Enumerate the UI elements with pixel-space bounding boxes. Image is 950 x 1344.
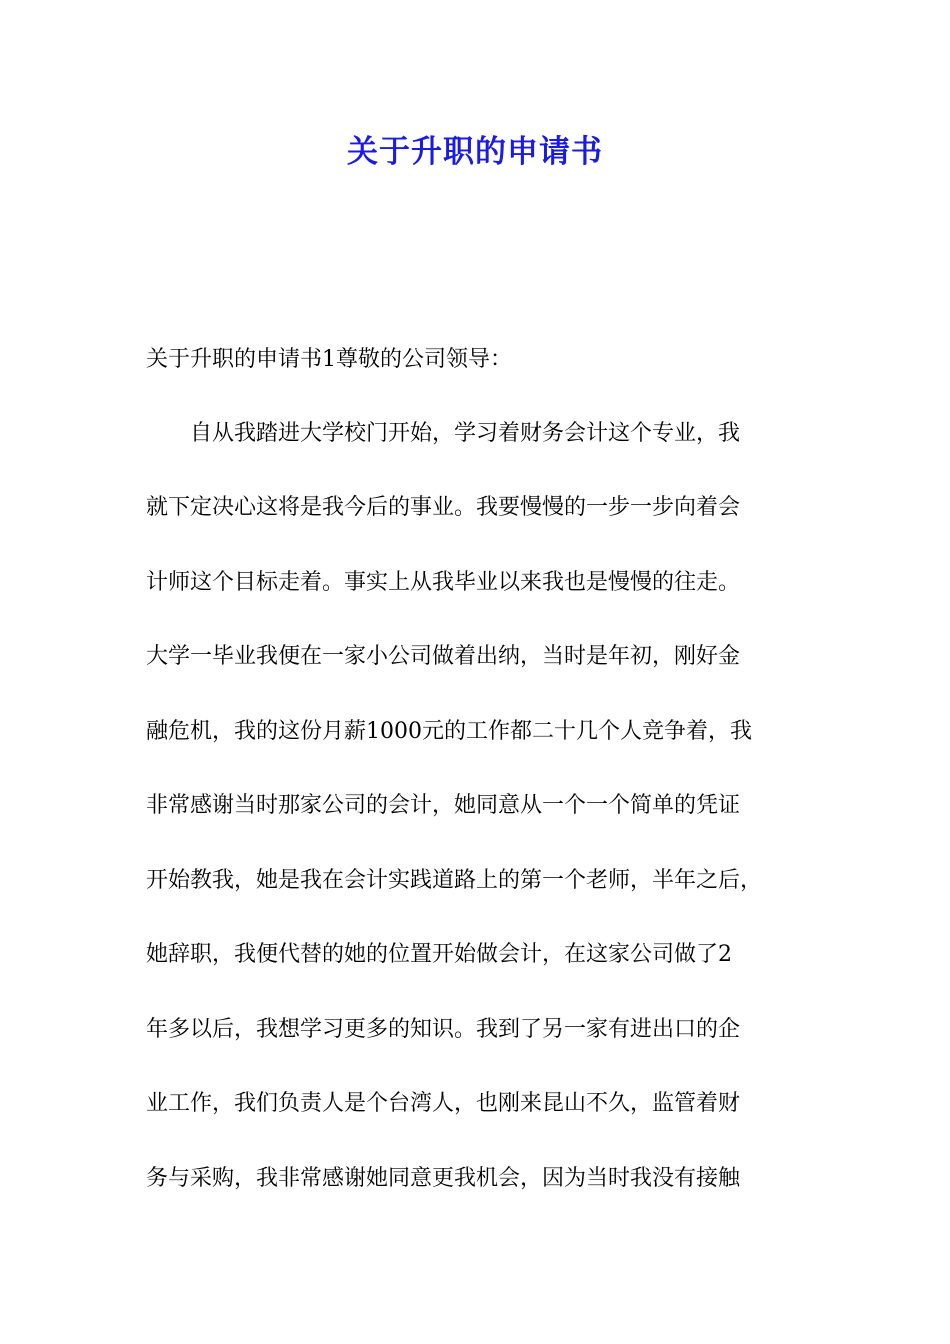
body-line: 自从我踏进大学校门开始，学习着财务会计这个专业，我 bbox=[146, 421, 741, 446]
body-line: 就下定决心这将是我今后的事业。我要慢慢的一步一步向着会 bbox=[146, 495, 741, 520]
body-line: 融危机，我的这份月薪1000元的工作都二十几个人竞争着，我 bbox=[146, 719, 752, 744]
body-line: 业工作，我们负责人是个台湾人，也刚来昆山不久，监管着财 bbox=[146, 1091, 741, 1116]
body-line: 计师这个目标走着。事实上从我毕业以来我也是慢慢的往走。 bbox=[146, 570, 741, 595]
salutation-line: 关于升职的申请书1尊敬的公司领导： bbox=[146, 347, 512, 372]
body-line: 年多以后，我想学习更多的知识。我到了另一家有进出口的企 bbox=[146, 1017, 741, 1042]
body-line: 开始教我，她是我在会计实践道路上的第一个老师，半年之后， bbox=[146, 868, 763, 893]
body-line: 她辞职，我便代替的她的位置开始做会计，在这家公司做了2 bbox=[146, 942, 732, 967]
document-title: 关于升职的申请书 bbox=[347, 134, 603, 170]
body-line: 务与采购，我非常感谢她同意更我机会，因为当时我没有接触 bbox=[146, 1166, 741, 1191]
body-line: 非常感谢当时那家公司的会计，她同意从一个一个简单的凭证 bbox=[146, 793, 741, 818]
body-line: 大学一毕业我便在一家小公司做着出纳，当时是年初，刚好金 bbox=[146, 644, 741, 669]
